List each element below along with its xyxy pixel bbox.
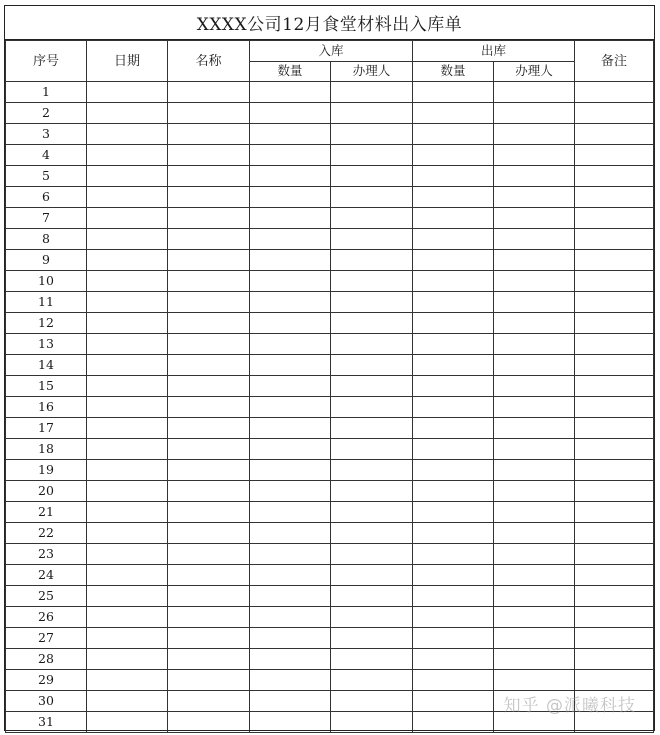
out-qty-cell[interactable] bbox=[413, 103, 494, 124]
out-qty-cell[interactable] bbox=[413, 271, 494, 292]
in-handler-cell[interactable] bbox=[331, 250, 413, 271]
date-cell[interactable] bbox=[87, 502, 168, 523]
table-row bbox=[6, 439, 654, 460]
header-index: 序号 bbox=[6, 41, 87, 82]
note-cell[interactable] bbox=[575, 628, 654, 649]
note-cell[interactable] bbox=[575, 103, 654, 124]
in-qty-cell[interactable] bbox=[250, 418, 331, 439]
in-qty-cell[interactable] bbox=[250, 481, 331, 502]
out-handler-cell[interactable] bbox=[494, 607, 575, 628]
table-row bbox=[6, 481, 654, 502]
name-cell[interactable] bbox=[168, 145, 250, 166]
out-handler-cell[interactable] bbox=[494, 670, 575, 691]
out-handler-cell[interactable] bbox=[494, 418, 575, 439]
note-cell[interactable] bbox=[575, 124, 654, 145]
out-qty-cell[interactable] bbox=[413, 145, 494, 166]
out-qty-cell[interactable] bbox=[413, 208, 494, 229]
table-row bbox=[6, 565, 654, 586]
in-handler-cell[interactable] bbox=[331, 523, 413, 544]
in-qty-cell[interactable] bbox=[250, 586, 331, 607]
in-handler-cell[interactable] bbox=[331, 565, 413, 586]
date-cell[interactable] bbox=[87, 565, 168, 586]
name-cell[interactable] bbox=[168, 292, 250, 313]
header-in-group: 入库 bbox=[250, 41, 413, 62]
table-row bbox=[6, 334, 654, 355]
name-cell[interactable] bbox=[168, 418, 250, 439]
table-row bbox=[6, 691, 654, 712]
out-handler-cell[interactable] bbox=[494, 145, 575, 166]
in-qty-cell[interactable] bbox=[250, 82, 331, 103]
in-handler-cell[interactable] bbox=[331, 586, 413, 607]
table-row bbox=[6, 670, 654, 691]
name-cell[interactable] bbox=[168, 481, 250, 502]
date-cell[interactable] bbox=[87, 544, 168, 565]
table-row bbox=[6, 166, 654, 187]
row-index: 11 bbox=[6, 292, 87, 313]
row-index: 9 bbox=[6, 250, 87, 271]
in-qty-cell[interactable] bbox=[250, 523, 331, 544]
table-row bbox=[6, 103, 654, 124]
out-handler-cell[interactable] bbox=[494, 166, 575, 187]
row-index: 1 bbox=[6, 82, 87, 103]
out-handler-cell[interactable] bbox=[494, 397, 575, 418]
in-qty-cell[interactable] bbox=[250, 292, 331, 313]
header-name: 名称 bbox=[168, 41, 250, 82]
table-row bbox=[6, 208, 654, 229]
table-row bbox=[6, 712, 654, 733]
date-cell[interactable] bbox=[87, 670, 168, 691]
in-qty-cell[interactable] bbox=[250, 124, 331, 145]
in-qty-cell[interactable] bbox=[250, 607, 331, 628]
out-qty-cell[interactable] bbox=[413, 523, 494, 544]
in-handler-cell[interactable] bbox=[331, 271, 413, 292]
in-handler-cell[interactable] bbox=[331, 313, 413, 334]
date-cell[interactable] bbox=[87, 313, 168, 334]
note-cell[interactable] bbox=[575, 145, 654, 166]
row-index: 26 bbox=[6, 607, 87, 628]
in-handler-cell[interactable] bbox=[331, 82, 413, 103]
date-cell[interactable] bbox=[87, 628, 168, 649]
name-cell[interactable] bbox=[168, 313, 250, 334]
in-qty-cell[interactable] bbox=[250, 355, 331, 376]
row-index: 6 bbox=[6, 187, 87, 208]
out-handler-cell[interactable] bbox=[494, 691, 575, 712]
table-row bbox=[6, 607, 654, 628]
row-index: 15 bbox=[6, 376, 87, 397]
out-qty-cell[interactable] bbox=[413, 355, 494, 376]
name-cell[interactable] bbox=[168, 250, 250, 271]
header-in-qty: 数量 bbox=[250, 62, 331, 82]
table-row bbox=[6, 397, 654, 418]
row-index: 16 bbox=[6, 397, 87, 418]
name-cell[interactable] bbox=[168, 670, 250, 691]
header-in-handler: 办理人 bbox=[331, 62, 413, 82]
in-handler-cell[interactable] bbox=[331, 292, 413, 313]
in-handler-cell[interactable] bbox=[331, 103, 413, 124]
table-row bbox=[6, 82, 654, 103]
table-row bbox=[6, 523, 654, 544]
date-cell[interactable] bbox=[87, 607, 168, 628]
date-cell[interactable] bbox=[87, 649, 168, 670]
out-handler-cell[interactable] bbox=[494, 334, 575, 355]
row-index: 23 bbox=[6, 544, 87, 565]
out-handler-cell[interactable] bbox=[494, 103, 575, 124]
out-qty-cell[interactable] bbox=[413, 502, 494, 523]
note-cell[interactable] bbox=[575, 607, 654, 628]
out-qty-cell[interactable] bbox=[413, 166, 494, 187]
note-cell[interactable] bbox=[575, 334, 654, 355]
table-row bbox=[6, 187, 654, 208]
date-cell[interactable] bbox=[87, 712, 168, 733]
in-qty-cell[interactable] bbox=[250, 250, 331, 271]
out-qty-cell[interactable] bbox=[413, 544, 494, 565]
date-cell[interactable] bbox=[87, 271, 168, 292]
in-qty-cell[interactable] bbox=[250, 628, 331, 649]
in-qty-cell[interactable] bbox=[250, 670, 331, 691]
name-cell[interactable] bbox=[168, 439, 250, 460]
in-handler-cell[interactable] bbox=[331, 607, 413, 628]
note-cell[interactable] bbox=[575, 376, 654, 397]
name-cell[interactable] bbox=[168, 103, 250, 124]
in-qty-cell[interactable] bbox=[250, 397, 331, 418]
note-cell[interactable] bbox=[575, 712, 654, 733]
name-cell[interactable] bbox=[168, 565, 250, 586]
in-handler-cell[interactable] bbox=[331, 376, 413, 397]
in-qty-cell[interactable] bbox=[250, 376, 331, 397]
in-handler-cell[interactable] bbox=[331, 418, 413, 439]
out-handler-cell[interactable] bbox=[494, 460, 575, 481]
out-handler-cell[interactable] bbox=[494, 376, 575, 397]
out-qty-cell[interactable] bbox=[413, 292, 494, 313]
table-row bbox=[6, 292, 654, 313]
name-cell[interactable] bbox=[168, 82, 250, 103]
in-qty-cell[interactable] bbox=[250, 229, 331, 250]
note-cell[interactable] bbox=[575, 292, 654, 313]
note-cell[interactable] bbox=[575, 250, 654, 271]
out-qty-cell[interactable] bbox=[413, 334, 494, 355]
name-cell[interactable] bbox=[168, 334, 250, 355]
date-cell[interactable] bbox=[87, 439, 168, 460]
note-cell[interactable] bbox=[575, 397, 654, 418]
in-handler-cell[interactable] bbox=[331, 544, 413, 565]
in-handler-cell[interactable] bbox=[331, 124, 413, 145]
in-qty-cell[interactable] bbox=[250, 271, 331, 292]
out-handler-cell[interactable] bbox=[494, 523, 575, 544]
in-qty-cell[interactable] bbox=[250, 502, 331, 523]
in-qty-cell[interactable] bbox=[250, 691, 331, 712]
out-handler-cell[interactable] bbox=[494, 355, 575, 376]
out-qty-cell[interactable] bbox=[413, 670, 494, 691]
date-cell[interactable] bbox=[87, 481, 168, 502]
row-index: 12 bbox=[6, 313, 87, 334]
in-qty-cell[interactable] bbox=[250, 544, 331, 565]
in-qty-cell[interactable] bbox=[250, 712, 331, 733]
note-cell[interactable] bbox=[575, 691, 654, 712]
note-cell[interactable] bbox=[575, 460, 654, 481]
date-cell[interactable] bbox=[87, 82, 168, 103]
date-cell[interactable] bbox=[87, 523, 168, 544]
out-handler-cell[interactable] bbox=[494, 82, 575, 103]
inventory-table bbox=[5, 40, 654, 733]
out-qty-cell[interactable] bbox=[413, 124, 494, 145]
note-cell[interactable] bbox=[575, 544, 654, 565]
name-cell[interactable] bbox=[168, 523, 250, 544]
watermark-text: 知乎 @派曦科技 bbox=[503, 696, 636, 716]
out-qty-cell[interactable] bbox=[413, 250, 494, 271]
note-cell[interactable] bbox=[575, 565, 654, 586]
table-row bbox=[6, 544, 654, 565]
out-qty-cell[interactable] bbox=[413, 439, 494, 460]
out-qty-cell[interactable] bbox=[413, 712, 494, 733]
name-cell[interactable] bbox=[168, 271, 250, 292]
name-cell[interactable] bbox=[168, 124, 250, 145]
note-cell[interactable] bbox=[575, 229, 654, 250]
in-handler-cell[interactable] bbox=[331, 187, 413, 208]
in-qty-cell[interactable] bbox=[250, 439, 331, 460]
row-index: 24 bbox=[6, 565, 87, 586]
out-handler-cell[interactable] bbox=[494, 313, 575, 334]
note-cell[interactable] bbox=[575, 649, 654, 670]
sheet-title: XXXX公司12月食堂材料出入库单 bbox=[5, 6, 654, 40]
table-row bbox=[6, 124, 654, 145]
out-qty-cell[interactable] bbox=[413, 628, 494, 649]
out-qty-cell[interactable] bbox=[413, 481, 494, 502]
in-handler-cell[interactable] bbox=[331, 649, 413, 670]
row-index: 2 bbox=[6, 103, 87, 124]
date-cell[interactable] bbox=[87, 250, 168, 271]
table-row bbox=[6, 355, 654, 376]
in-qty-cell[interactable] bbox=[250, 208, 331, 229]
name-cell[interactable] bbox=[168, 586, 250, 607]
header-date: 日期 bbox=[87, 41, 168, 82]
date-cell[interactable] bbox=[87, 208, 168, 229]
row-index: 30 bbox=[6, 691, 87, 712]
table-row bbox=[6, 271, 654, 292]
in-handler-cell[interactable] bbox=[331, 439, 413, 460]
name-cell[interactable] bbox=[168, 649, 250, 670]
table-row bbox=[6, 229, 654, 250]
out-handler-cell[interactable] bbox=[494, 208, 575, 229]
in-handler-cell[interactable] bbox=[331, 691, 413, 712]
inventory-sheet bbox=[4, 5, 655, 731]
name-cell[interactable] bbox=[168, 460, 250, 481]
out-qty-cell[interactable] bbox=[413, 313, 494, 334]
name-cell[interactable] bbox=[168, 691, 250, 712]
out-handler-cell[interactable] bbox=[494, 439, 575, 460]
in-qty-cell[interactable] bbox=[250, 103, 331, 124]
table-row bbox=[6, 313, 654, 334]
out-qty-cell[interactable] bbox=[413, 229, 494, 250]
table-body bbox=[6, 82, 654, 733]
row-index: 5 bbox=[6, 166, 87, 187]
date-cell[interactable] bbox=[87, 229, 168, 250]
row-index: 17 bbox=[6, 418, 87, 439]
row-index: 18 bbox=[6, 439, 87, 460]
out-handler-cell[interactable] bbox=[494, 649, 575, 670]
row-index: 21 bbox=[6, 502, 87, 523]
name-cell[interactable] bbox=[168, 355, 250, 376]
out-handler-cell[interactable] bbox=[494, 586, 575, 607]
note-cell[interactable] bbox=[575, 313, 654, 334]
header-out-qty: 数量 bbox=[413, 62, 494, 82]
row-index: 14 bbox=[6, 355, 87, 376]
out-handler-cell[interactable] bbox=[494, 628, 575, 649]
row-index: 7 bbox=[6, 208, 87, 229]
in-qty-cell[interactable] bbox=[250, 460, 331, 481]
row-index: 27 bbox=[6, 628, 87, 649]
out-handler-cell[interactable] bbox=[494, 712, 575, 733]
in-qty-cell[interactable] bbox=[250, 145, 331, 166]
name-cell[interactable] bbox=[168, 187, 250, 208]
note-cell[interactable] bbox=[575, 355, 654, 376]
table-row bbox=[6, 628, 654, 649]
row-index: 28 bbox=[6, 649, 87, 670]
date-cell[interactable] bbox=[87, 418, 168, 439]
date-cell[interactable] bbox=[87, 691, 168, 712]
in-qty-cell[interactable] bbox=[250, 649, 331, 670]
note-cell[interactable] bbox=[575, 82, 654, 103]
name-cell[interactable] bbox=[168, 229, 250, 250]
in-handler-cell[interactable] bbox=[331, 145, 413, 166]
row-index: 29 bbox=[6, 670, 87, 691]
in-qty-cell[interactable] bbox=[250, 166, 331, 187]
table-row bbox=[6, 376, 654, 397]
in-handler-cell[interactable] bbox=[331, 628, 413, 649]
out-qty-cell[interactable] bbox=[413, 607, 494, 628]
note-cell[interactable] bbox=[575, 187, 654, 208]
note-cell[interactable] bbox=[575, 439, 654, 460]
note-cell[interactable] bbox=[575, 208, 654, 229]
table-row bbox=[6, 586, 654, 607]
in-handler-cell[interactable] bbox=[331, 229, 413, 250]
in-handler-cell[interactable] bbox=[331, 334, 413, 355]
in-qty-cell[interactable] bbox=[250, 313, 331, 334]
in-handler-cell[interactable] bbox=[331, 712, 413, 733]
out-handler-cell[interactable] bbox=[494, 544, 575, 565]
row-index: 22 bbox=[6, 523, 87, 544]
in-handler-cell[interactable] bbox=[331, 208, 413, 229]
in-handler-cell[interactable] bbox=[331, 670, 413, 691]
table-row bbox=[6, 649, 654, 670]
out-handler-cell[interactable] bbox=[494, 292, 575, 313]
in-handler-cell[interactable] bbox=[331, 481, 413, 502]
out-qty-cell[interactable] bbox=[413, 187, 494, 208]
note-cell[interactable] bbox=[575, 502, 654, 523]
date-cell[interactable] bbox=[87, 124, 168, 145]
header-out-group: 出库 bbox=[413, 41, 575, 62]
out-handler-cell[interactable] bbox=[494, 187, 575, 208]
date-cell[interactable] bbox=[87, 397, 168, 418]
note-cell[interactable] bbox=[575, 670, 654, 691]
date-cell[interactable] bbox=[87, 103, 168, 124]
out-qty-cell[interactable] bbox=[413, 82, 494, 103]
row-index: 10 bbox=[6, 271, 87, 292]
date-cell[interactable] bbox=[87, 166, 168, 187]
table-row bbox=[6, 145, 654, 166]
header-out-handler: 办理人 bbox=[494, 62, 575, 82]
in-handler-cell[interactable] bbox=[331, 502, 413, 523]
name-cell[interactable] bbox=[168, 607, 250, 628]
in-handler-cell[interactable] bbox=[331, 460, 413, 481]
out-qty-cell[interactable] bbox=[413, 376, 494, 397]
out-handler-cell[interactable] bbox=[494, 229, 575, 250]
row-index: 3 bbox=[6, 124, 87, 145]
out-qty-cell[interactable] bbox=[413, 649, 494, 670]
row-index: 31 bbox=[6, 712, 87, 733]
in-handler-cell[interactable] bbox=[331, 166, 413, 187]
name-cell[interactable] bbox=[168, 502, 250, 523]
date-cell[interactable] bbox=[87, 376, 168, 397]
note-cell[interactable] bbox=[575, 586, 654, 607]
in-qty-cell[interactable] bbox=[250, 187, 331, 208]
date-cell[interactable] bbox=[87, 460, 168, 481]
table-row bbox=[6, 250, 654, 271]
in-qty-cell[interactable] bbox=[250, 334, 331, 355]
row-index: 25 bbox=[6, 586, 87, 607]
out-handler-cell[interactable] bbox=[494, 565, 575, 586]
in-qty-cell[interactable] bbox=[250, 565, 331, 586]
date-cell[interactable] bbox=[87, 145, 168, 166]
note-cell[interactable] bbox=[575, 523, 654, 544]
header-note: 备注 bbox=[575, 41, 654, 82]
row-index: 13 bbox=[6, 334, 87, 355]
in-handler-cell[interactable] bbox=[331, 397, 413, 418]
out-qty-cell[interactable] bbox=[413, 586, 494, 607]
out-qty-cell[interactable] bbox=[413, 565, 494, 586]
table-row bbox=[6, 460, 654, 481]
note-cell[interactable] bbox=[575, 481, 654, 502]
in-handler-cell[interactable] bbox=[331, 355, 413, 376]
out-handler-cell[interactable] bbox=[494, 124, 575, 145]
date-cell[interactable] bbox=[87, 334, 168, 355]
row-index: 8 bbox=[6, 229, 87, 250]
table-row bbox=[6, 502, 654, 523]
name-cell[interactable] bbox=[168, 208, 250, 229]
date-cell[interactable] bbox=[87, 355, 168, 376]
out-qty-cell[interactable] bbox=[413, 418, 494, 439]
name-cell[interactable] bbox=[168, 376, 250, 397]
name-cell[interactable] bbox=[168, 712, 250, 733]
out-qty-cell[interactable] bbox=[413, 691, 494, 712]
out-handler-cell[interactable] bbox=[494, 481, 575, 502]
row-index: 20 bbox=[6, 481, 87, 502]
name-cell[interactable] bbox=[168, 166, 250, 187]
row-index: 4 bbox=[6, 145, 87, 166]
name-cell[interactable] bbox=[168, 628, 250, 649]
table-row bbox=[6, 418, 654, 439]
out-qty-cell[interactable] bbox=[413, 397, 494, 418]
date-cell[interactable] bbox=[87, 292, 168, 313]
name-cell[interactable] bbox=[168, 544, 250, 565]
note-cell[interactable] bbox=[575, 271, 654, 292]
name-cell[interactable] bbox=[168, 397, 250, 418]
date-cell[interactable] bbox=[87, 586, 168, 607]
out-qty-cell[interactable] bbox=[413, 460, 494, 481]
note-cell[interactable] bbox=[575, 418, 654, 439]
note-cell[interactable] bbox=[575, 166, 654, 187]
row-index: 19 bbox=[6, 460, 87, 481]
out-handler-cell[interactable] bbox=[494, 502, 575, 523]
out-handler-cell[interactable] bbox=[494, 271, 575, 292]
date-cell[interactable] bbox=[87, 187, 168, 208]
out-handler-cell[interactable] bbox=[494, 250, 575, 271]
